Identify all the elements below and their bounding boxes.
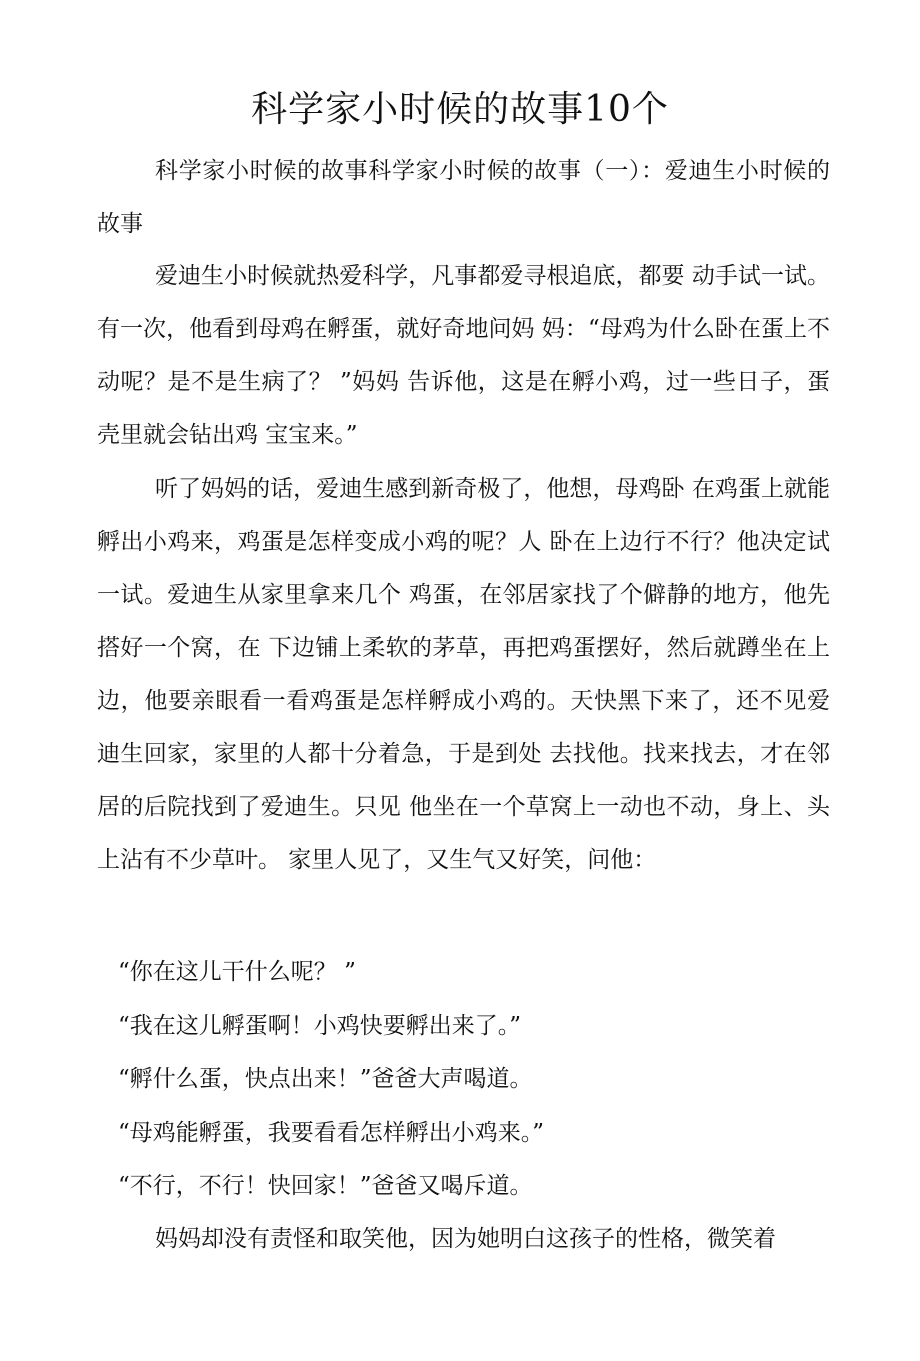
- dialogue-line: “母鸡能孵蛋，我要看看怎样孵出小鸡来。”: [118, 1120, 545, 1146]
- dialogue-line: “不行，不行！快回家！”爸爸又喝斥道。: [118, 1173, 533, 1199]
- dialogue-line: “孵什么蛋，快点出来！”爸爸大声喝道。: [118, 1066, 533, 1092]
- paragraph-intro: 科学家小时候的故事科学家小时候的故事（一）：爱迪生小时候的故事: [97, 158, 830, 237]
- dialogue-line: “我在这儿孵蛋啊！小鸡快要孵出来了。”: [118, 1013, 522, 1039]
- dialogue-line: “你在这儿干什么呢？ ”: [118, 959, 356, 985]
- paragraph-edison-curious: 爱迪生小时候就热爱科学，凡事都爱寻根追底，都要 动手试一试。有一次，他看到母鸡在孵蛋，就好奇地问妈 妈：“母鸡为什么卧在蛋上不动呢？是不是生病了？ ”妈妈 告诉他，这是在孵小鸡，过一些日子，蛋壳里就会钻出鸡 宝宝来。”: [97, 263, 830, 448]
- paragraph-mother: 妈妈却没有责怪和取笑他，因为她明白这孩子的性格，微笑着: [155, 1226, 776, 1252]
- document-title: 科学家小时候的故事10个: [251, 89, 669, 130]
- paragraph-edison-hatching: 听了妈妈的话，爱迪生感到新奇极了，他想，母鸡卧 在鸡蛋上就能孵出小鸡来，鸡蛋是怎样变成小鸡的呢？人 卧在上边行不行？他决定试一试。爱迪生从家里拿来几个 鸡蛋，在邻居家找了个僻静的地方，他先搭好一个窝，在 下边铺上柔软的茅草，再把鸡蛋摆好，然后就蹲坐在上 边，他要亲眼看一看鸡蛋是怎样孵成小鸡的。天快黑下来了，还不见爱迪生回家，家里的人都十分着急，于是到处 去找他。找来找去，才在邻居的后院找到了爱迪生。只见 他坐在一个草窝上一动也不动，身上、头上沾有不少草叶。 家里人见了，又生气又好笑，问他：: [97, 476, 830, 873]
